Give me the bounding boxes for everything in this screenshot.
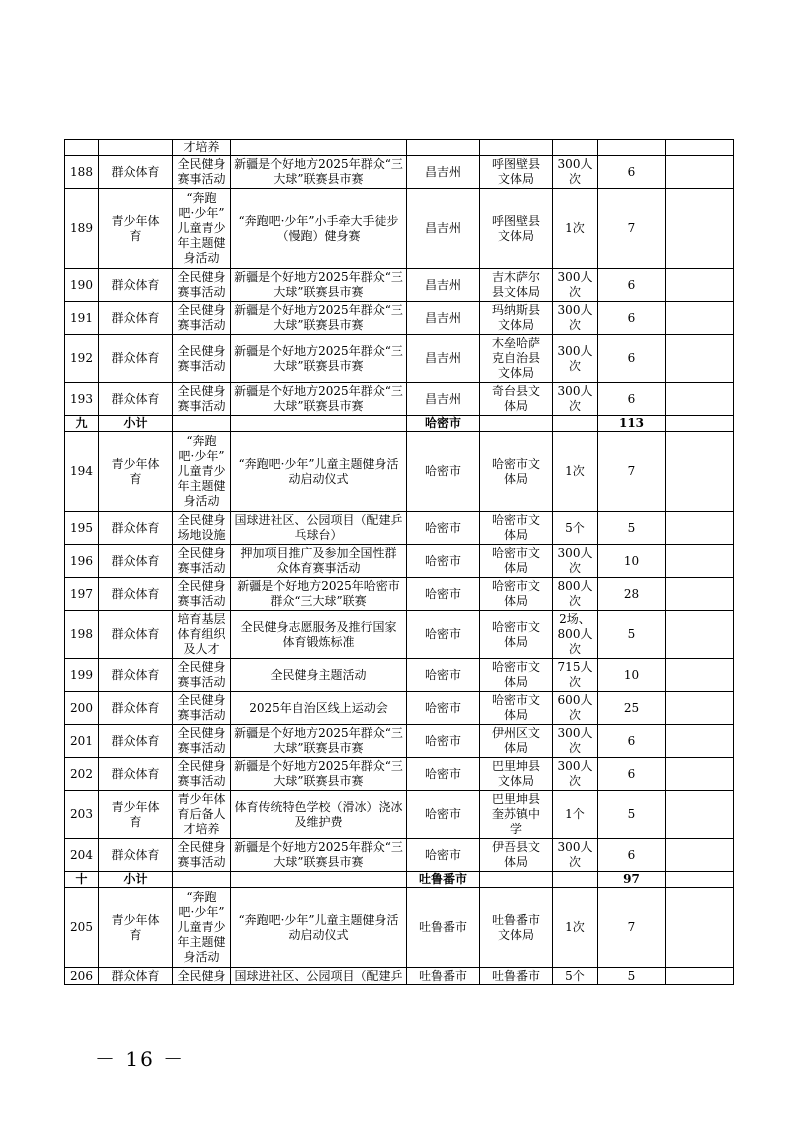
implementing-unit-cell: 哈密市文 体局 xyxy=(480,659,553,692)
remark-cell xyxy=(666,888,734,968)
region-cell: 昌吉州 xyxy=(407,189,480,269)
row-number-cell: 193 xyxy=(65,383,99,416)
remark-cell xyxy=(666,659,734,692)
implementing-unit-cell: 玛纳斯县 文体局 xyxy=(480,302,553,335)
remark-cell xyxy=(666,968,734,985)
region-cell: 吐鲁番市 xyxy=(407,872,480,888)
row-number-cell: 188 xyxy=(65,156,99,189)
remark-cell xyxy=(666,611,734,659)
empty-cell xyxy=(480,416,553,432)
table-row xyxy=(65,758,734,791)
region-cell: 哈密市 xyxy=(407,611,480,659)
amount-cell: 6 xyxy=(598,335,666,383)
table-row xyxy=(65,888,734,968)
implementing-unit-cell: 吉木萨尔 县文体局 xyxy=(480,269,553,302)
row-number-cell: 199 xyxy=(65,659,99,692)
quantity-cell: 2场、 800人 次 xyxy=(553,611,598,659)
row-number-cell: 204 xyxy=(65,839,99,872)
row-number-cell: 190 xyxy=(65,269,99,302)
amount-cell: 6 xyxy=(598,839,666,872)
empty-cell xyxy=(231,416,407,432)
amount-cell: 5 xyxy=(598,611,666,659)
quantity-cell: 5个 xyxy=(553,968,598,985)
amount-cell: 28 xyxy=(598,578,666,611)
empty-cell xyxy=(666,872,734,888)
amount-cell: 7 xyxy=(598,888,666,968)
region-cell xyxy=(407,140,480,156)
region-cell: 哈密市 xyxy=(407,839,480,872)
table-row xyxy=(65,659,734,692)
implementing-unit-cell: 呼图壁县 文体局 xyxy=(480,189,553,269)
amount-cell: 10 xyxy=(598,545,666,578)
project-type-cell: 全民健身 赛事活动 xyxy=(173,692,231,725)
category-cell: 青少年体 育 xyxy=(99,189,173,269)
row-number-cell: 206 xyxy=(65,968,99,985)
amount-cell: 6 xyxy=(598,156,666,189)
region-cell: 哈密市 xyxy=(407,692,480,725)
project-type-cell: 全民健身 xyxy=(173,968,231,985)
category-cell: 群众体育 xyxy=(99,578,173,611)
row-number-cell: 191 xyxy=(65,302,99,335)
region-cell: 昌吉州 xyxy=(407,383,480,416)
remark-cell xyxy=(666,432,734,512)
project-type-cell: 全民健身 场地设施 xyxy=(173,512,231,545)
remark-cell xyxy=(666,383,734,416)
region-cell: 哈密市 xyxy=(407,791,480,839)
quantity-cell: 300人 次 xyxy=(553,725,598,758)
subtotal-label-cell: 小计 xyxy=(99,416,173,432)
category-cell xyxy=(99,140,173,156)
region-cell: 昌吉州 xyxy=(407,302,480,335)
project-name-cell: 国球进社区、公园项目（配建乒 xyxy=(231,968,407,985)
row-number-cell: 198 xyxy=(65,611,99,659)
amount-cell: 6 xyxy=(598,302,666,335)
amount-cell: 6 xyxy=(598,269,666,302)
category-cell: 群众体育 xyxy=(99,545,173,578)
implementing-unit-cell: 伊州区文 体局 xyxy=(480,725,553,758)
remark-cell xyxy=(666,140,734,156)
quantity-cell xyxy=(553,140,598,156)
remark-cell xyxy=(666,839,734,872)
amount-cell: 5 xyxy=(598,791,666,839)
project-name-cell: “奔跑吧·少年”儿童主题健身活 动启动仪式 xyxy=(231,432,407,512)
row-number-cell: 201 xyxy=(65,725,99,758)
project-name-cell: 体育传统特色学校（滑冰）浇冰 及维护费 xyxy=(231,791,407,839)
remark-cell xyxy=(666,512,734,545)
region-cell: 哈密市 xyxy=(407,545,480,578)
section-number-cell: 十 xyxy=(65,872,99,888)
quantity-cell: 1次 xyxy=(553,189,598,269)
row-number-cell: 203 xyxy=(65,791,99,839)
project-name-cell: 新疆是个好地方2025年群众“三 大球”联赛县市赛 xyxy=(231,302,407,335)
amount-cell: 6 xyxy=(598,725,666,758)
region-cell: 哈密市 xyxy=(407,416,480,432)
region-cell: 吐鲁番市 xyxy=(407,888,480,968)
row-number-cell: 196 xyxy=(65,545,99,578)
project-name-cell: 新疆是个好地方2025年哈密市 群众“三大球”联赛 xyxy=(231,578,407,611)
table-row xyxy=(65,189,734,269)
empty-cell xyxy=(666,416,734,432)
empty-cell xyxy=(173,416,231,432)
region-cell: 吐鲁番市 xyxy=(407,968,480,985)
implementing-unit-cell: 巴里坤县 奎苏镇中 学 xyxy=(480,791,553,839)
project-name-cell: 全民健身主题活动 xyxy=(231,659,407,692)
implementing-unit-cell: 哈密市文 体局 xyxy=(480,692,553,725)
empty-cell xyxy=(231,872,407,888)
row-number-cell: 189 xyxy=(65,189,99,269)
project-type-cell: 培育基层 体育组织 及人才 xyxy=(173,611,231,659)
remark-cell xyxy=(666,692,734,725)
category-cell: 群众体育 xyxy=(99,383,173,416)
project-name-cell: 新疆是个好地方2025年群众“三 大球”联赛县市赛 xyxy=(231,335,407,383)
project-name-cell: “奔跑吧·少年”儿童主题健身活 动启动仪式 xyxy=(231,888,407,968)
category-cell: 群众体育 xyxy=(99,758,173,791)
implementing-unit-cell: 木垒哈萨 克自治县 文体局 xyxy=(480,335,553,383)
table-row xyxy=(65,611,734,659)
row-number-cell: 192 xyxy=(65,335,99,383)
project-name-cell: 全民健身志愿服务及推行国家 体育锻炼标准 xyxy=(231,611,407,659)
project-name-cell: 新疆是个好地方2025年群众“三 大球”联赛县市赛 xyxy=(231,383,407,416)
table-row xyxy=(65,383,734,416)
remark-cell xyxy=(666,791,734,839)
row-number-cell: 202 xyxy=(65,758,99,791)
project-type-cell: “奔跑 吧·少年” 儿童青少 年主题健 身活动 xyxy=(173,888,231,968)
quantity-cell: 300人 次 xyxy=(553,269,598,302)
quantity-cell: 1次 xyxy=(553,888,598,968)
empty-cell xyxy=(480,872,553,888)
amount-cell: 113 xyxy=(598,416,666,432)
subtotal-label-cell: 小计 xyxy=(99,872,173,888)
quantity-cell: 800人 次 xyxy=(553,578,598,611)
implementing-unit-cell: 吐鲁番市 xyxy=(480,968,553,985)
implementing-unit-cell: 哈密市文 体局 xyxy=(480,545,553,578)
project-type-cell: 全民健身 赛事活动 xyxy=(173,383,231,416)
region-cell: 哈密市 xyxy=(407,659,480,692)
remark-cell xyxy=(666,578,734,611)
project-name-cell: 国球进社区、公园项目（配建乒 乓球台） xyxy=(231,512,407,545)
empty-cell xyxy=(553,416,598,432)
project-name-cell: 新疆是个好地方2025年群众“三 大球”联赛县市赛 xyxy=(231,156,407,189)
project-name-cell: 新疆是个好地方2025年群众“三 大球”联赛县市赛 xyxy=(231,758,407,791)
region-cell: 哈密市 xyxy=(407,758,480,791)
empty-cell xyxy=(553,872,598,888)
row-number-cell: 200 xyxy=(65,692,99,725)
project-name-cell: 押加项目推广及参加全国性群 众体育赛事活动 xyxy=(231,545,407,578)
category-cell: 群众体育 xyxy=(99,659,173,692)
project-type-cell: 全民健身 赛事活动 xyxy=(173,545,231,578)
category-cell: 青少年体 育 xyxy=(99,791,173,839)
quantity-cell: 300人 次 xyxy=(553,156,598,189)
table-row xyxy=(65,512,734,545)
region-cell: 哈密市 xyxy=(407,725,480,758)
project-type-cell: “奔跑 吧·少年” 儿童青少 年主题健 身活动 xyxy=(173,189,231,269)
quantity-cell: 1次 xyxy=(553,432,598,512)
row-number-cell xyxy=(65,140,99,156)
quantity-cell: 300人 次 xyxy=(553,839,598,872)
project-type-cell: 全民健身 赛事活动 xyxy=(173,335,231,383)
amount-cell: 97 xyxy=(598,872,666,888)
category-cell: 群众体育 xyxy=(99,512,173,545)
category-cell: 群众体育 xyxy=(99,692,173,725)
table-row xyxy=(65,140,734,156)
amount-cell: 5 xyxy=(598,512,666,545)
quantity-cell: 1个 xyxy=(553,791,598,839)
amount-cell xyxy=(598,140,666,156)
amount-cell: 7 xyxy=(598,189,666,269)
project-type-cell: 全民健身 赛事活动 xyxy=(173,725,231,758)
table-row xyxy=(65,692,734,725)
project-type-cell: “奔跑 吧·少年” 儿童青少 年主题健 身活动 xyxy=(173,432,231,512)
implementing-unit-cell: 呼图壁县 文体局 xyxy=(480,156,553,189)
remark-cell xyxy=(666,758,734,791)
region-cell: 昌吉州 xyxy=(407,335,480,383)
remark-cell xyxy=(666,269,734,302)
amount-cell: 6 xyxy=(598,383,666,416)
category-cell: 群众体育 xyxy=(99,611,173,659)
remark-cell xyxy=(666,302,734,335)
table-row xyxy=(65,725,734,758)
project-name-cell: 新疆是个好地方2025年群众“三 大球”联赛县市赛 xyxy=(231,839,407,872)
project-name-cell: “奔跑吧·少年”小手牵大手徒步 （慢跑）健身赛 xyxy=(231,189,407,269)
table-row xyxy=(65,269,734,302)
project-type-cell: 全民健身 赛事活动 xyxy=(173,302,231,335)
quantity-cell: 300人 次 xyxy=(553,302,598,335)
category-cell: 青少年体 育 xyxy=(99,888,173,968)
project-type-cell: 全民健身 赛事活动 xyxy=(173,156,231,189)
quantity-cell: 300人 次 xyxy=(553,545,598,578)
project-type-cell: 全民健身 赛事活动 xyxy=(173,269,231,302)
implementing-unit-cell: 奇台县文 体局 xyxy=(480,383,553,416)
project-type-cell: 才培养 xyxy=(173,140,231,156)
page-number: － 16 － xyxy=(95,1047,186,1071)
region-cell: 哈密市 xyxy=(407,512,480,545)
quantity-cell: 715人 次 xyxy=(553,659,598,692)
project-type-cell: 青少年体 育后备人 才培养 xyxy=(173,791,231,839)
region-cell: 昌吉州 xyxy=(407,269,480,302)
implementing-unit-cell: 哈密市文 体局 xyxy=(480,512,553,545)
project-name-cell: 2025年自治区线上运动会 xyxy=(231,692,407,725)
project-name-cell: 新疆是个好地方2025年群众“三 大球”联赛县市赛 xyxy=(231,725,407,758)
category-cell: 群众体育 xyxy=(99,839,173,872)
implementing-unit-cell: 吐鲁番市 文体局 xyxy=(480,888,553,968)
quantity-cell: 300人 次 xyxy=(553,383,598,416)
project-name-cell: 新疆是个好地方2025年群众“三 大球”联赛县市赛 xyxy=(231,269,407,302)
remark-cell xyxy=(666,156,734,189)
quantity-cell: 5个 xyxy=(553,512,598,545)
implementing-unit-cell: 哈密市文 体局 xyxy=(480,432,553,512)
table-row xyxy=(65,335,734,383)
table-row xyxy=(65,791,734,839)
amount-cell: 6 xyxy=(598,758,666,791)
row-number-cell: 195 xyxy=(65,512,99,545)
category-cell: 群众体育 xyxy=(99,269,173,302)
amount-cell: 7 xyxy=(598,432,666,512)
project-type-cell: 全民健身 赛事活动 xyxy=(173,758,231,791)
category-cell: 群众体育 xyxy=(99,335,173,383)
project-name-cell xyxy=(231,140,407,156)
amount-cell: 10 xyxy=(598,659,666,692)
table-row xyxy=(65,432,734,512)
amount-cell: 5 xyxy=(598,968,666,985)
project-type-cell: 全民健身 赛事活动 xyxy=(173,659,231,692)
subtotal-row xyxy=(65,416,734,432)
row-number-cell: 194 xyxy=(65,432,99,512)
category-cell: 群众体育 xyxy=(99,968,173,985)
project-table xyxy=(64,139,734,985)
category-cell: 群众体育 xyxy=(99,725,173,758)
subtotal-row xyxy=(65,872,734,888)
remark-cell xyxy=(666,545,734,578)
quantity-cell: 600人 次 xyxy=(553,692,598,725)
category-cell: 群众体育 xyxy=(99,156,173,189)
quantity-cell: 300人 次 xyxy=(553,758,598,791)
category-cell: 青少年体 育 xyxy=(99,432,173,512)
table-row xyxy=(65,302,734,335)
region-cell: 昌吉州 xyxy=(407,156,480,189)
amount-cell: 25 xyxy=(598,692,666,725)
remark-cell xyxy=(666,189,734,269)
quantity-cell: 300人 次 xyxy=(553,335,598,383)
row-number-cell: 197 xyxy=(65,578,99,611)
category-cell: 群众体育 xyxy=(99,302,173,335)
empty-cell xyxy=(173,872,231,888)
remark-cell xyxy=(666,335,734,383)
table-row xyxy=(65,545,734,578)
project-type-cell: 全民健身 赛事活动 xyxy=(173,839,231,872)
table-row xyxy=(65,839,734,872)
region-cell: 哈密市 xyxy=(407,578,480,611)
implementing-unit-cell xyxy=(480,140,553,156)
remark-cell xyxy=(666,725,734,758)
table-row xyxy=(65,156,734,189)
region-cell: 哈密市 xyxy=(407,432,480,512)
implementing-unit-cell: 哈密市文 体局 xyxy=(480,611,553,659)
table-row xyxy=(65,578,734,611)
project-type-cell: 全民健身 赛事活动 xyxy=(173,578,231,611)
implementing-unit-cell: 伊吾县文 体局 xyxy=(480,839,553,872)
implementing-unit-cell: 巴里坤县 文体局 xyxy=(480,758,553,791)
implementing-unit-cell: 哈密市文 体局 xyxy=(480,578,553,611)
section-number-cell: 九 xyxy=(65,416,99,432)
table-row xyxy=(65,968,734,985)
row-number-cell: 205 xyxy=(65,888,99,968)
